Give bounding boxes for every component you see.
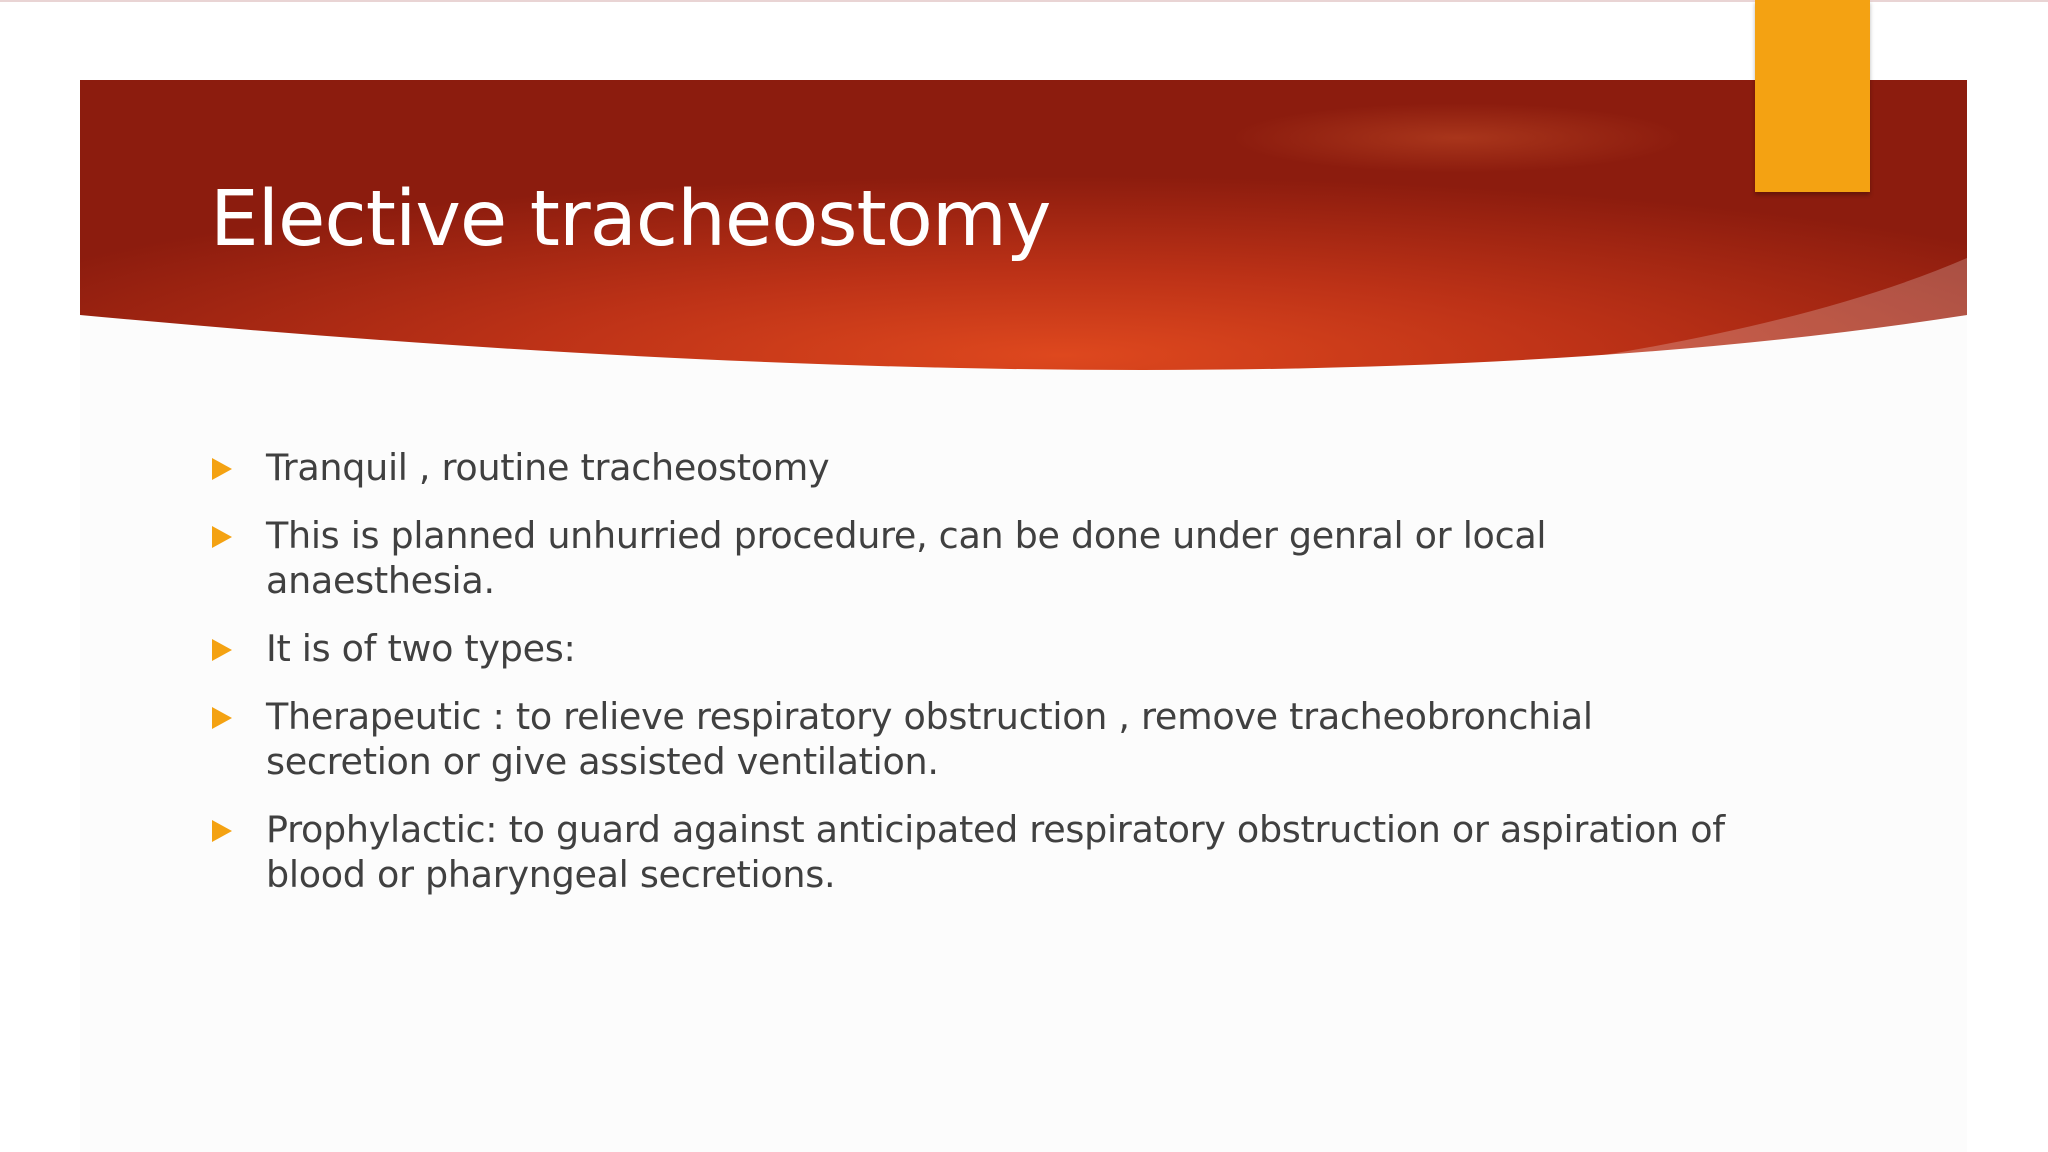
triangle-right-icon [212, 639, 232, 661]
bullet-item [210, 807, 1750, 897]
bullet-item [210, 513, 1750, 603]
triangle-right-icon [212, 820, 232, 842]
slide-title: Elective tracheostomy [210, 175, 1051, 264]
triangle-right-icon [212, 707, 232, 729]
bullet-text: This is planned unhurried procedure, can be done under genral or local anaesthesia. [266, 514, 1547, 602]
bullet-text: Prophylactic: to guard against anticipated respiratory obstruction or aspiration of blood or pharyngeal secretions. [266, 808, 1725, 896]
bullet-text: Tranquil , routine tracheostomy [266, 446, 830, 489]
slide-canvas [80, 80, 1967, 1152]
bullet-text: It is of two types: [266, 627, 576, 670]
bullet-list [210, 445, 1750, 920]
bullet-item [210, 694, 1750, 784]
top-border-line [0, 0, 2048, 2]
bullet-text: Therapeutic : to relieve respiratory obstruction , remove tracheobronchial secretion or give assisted ventilation. [266, 695, 1593, 783]
triangle-right-icon [212, 526, 232, 548]
bullet-item [210, 445, 1750, 490]
triangle-right-icon [212, 458, 232, 480]
accent-tab [1755, 0, 1870, 192]
bullet-item [210, 626, 1750, 671]
